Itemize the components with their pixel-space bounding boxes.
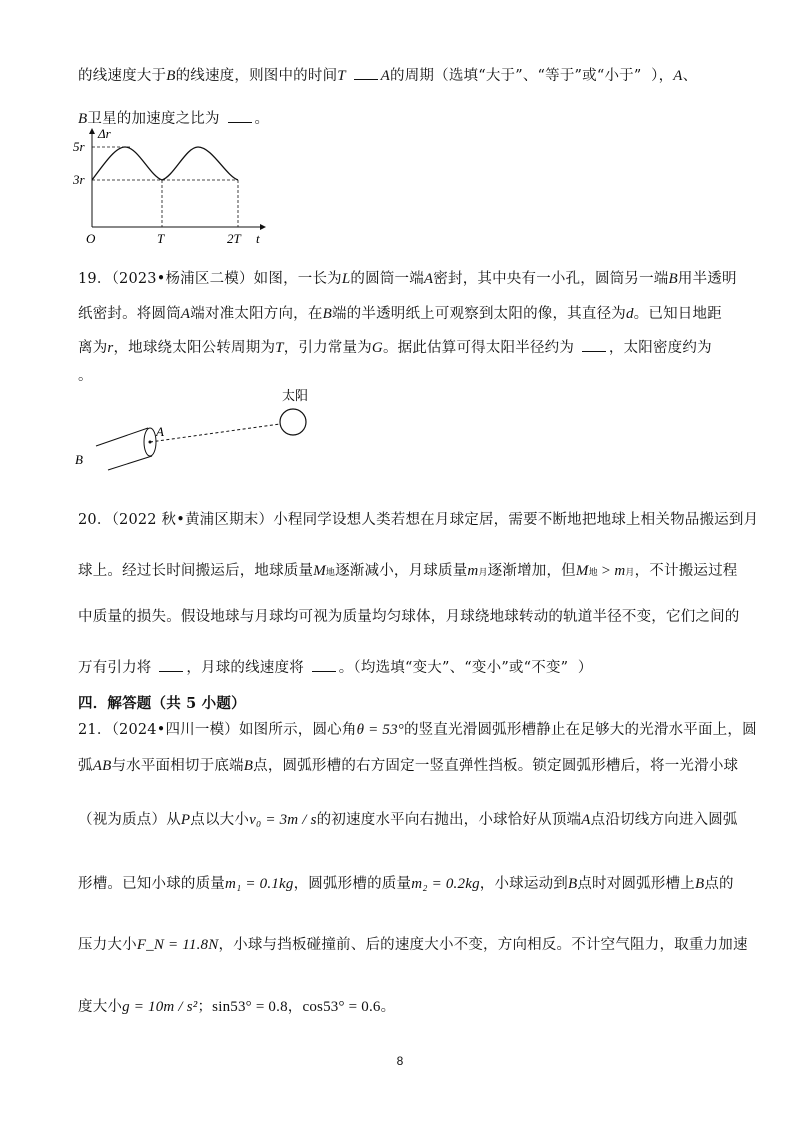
delta-r-curve — [92, 147, 238, 180]
cylinder-bottom-edge — [108, 456, 152, 470]
y-axis-arrow — [89, 128, 95, 134]
q21-line-5: 压力大小F_N = 11.8N，小球与挡板碰撞前、后的速度大小不变，方向相反。不计空气阻力，取重力加速 — [78, 937, 748, 953]
q21-line-6: 度大小g = 10m / s²；sin53° = 0.8，cos53° = 0.6。 — [78, 999, 396, 1015]
q20-line-1: 20．（2022 秋•黄浦区期末）小程同学设想人类若想在月球定居，需要不断地把地球上相关物品搬运到月 — [78, 512, 759, 528]
sunlight-ray — [150, 424, 280, 442]
x-axis-arrow — [260, 224, 266, 230]
answer-blank — [228, 110, 252, 123]
answer-blank — [159, 659, 183, 672]
cylinder-sun-diagram — [70, 384, 350, 476]
tick-5r: 5r — [73, 139, 85, 154]
q18-text-line-2: B卫星的加速度之比为 。 — [78, 111, 270, 127]
answer-blank — [312, 659, 336, 672]
q21-line-2: 弧AB与水平面相切于底端B点，圆弧形槽的右方固定一竖直弹性挡板。锁定圆弧形槽后，将一光滑小球 — [78, 758, 739, 774]
delta-r-chart — [70, 126, 270, 250]
y-axis-label: Δr — [98, 126, 111, 141]
section-heading: 四．解答题（共 5 小题） — [78, 695, 246, 712]
q18-text-line-1: 的线速度大于B的线速度，则图中的时间T A的周期（选填“大于”、“等于”或“小于” ），A、 — [78, 68, 698, 84]
q19-line-1: 19．（2023•杨浦区二模）如图，一长为L的圆筒一端A密封，其中央有一小孔，圆筒另一端B用半透明 — [78, 271, 737, 287]
sun-icon — [280, 409, 306, 435]
q20-line-4: 万有引力将 ，月球的线速度将 。（均选填“变大”、“变小”或“不变” ） — [78, 660, 593, 676]
q21-line-4: 形槽。已知小球的质量m₁ = 0.1kg，圆弧形槽的质量m₂ = 0.2kg，小球运动到B点时对圆弧形槽上B点的 — [78, 876, 734, 892]
q21-line-3: （视为质点）从P点以大小v₀ = 3m / s的初速度水平向右抛出，小球恰好从顶端A点沿切线方向进入圆弧 — [78, 812, 738, 828]
q20-line-3: 中质量的损失。假设地球与月球均可视为质量均匀球体，月球绕地球转动的轨道半径不变，它们之间的 — [78, 609, 740, 625]
q19-line-2: 纸密封。将圆筒A端对准太阳方向，在B端的半透明纸上可观察到太阳的像，其直径为d。已知日地距 — [78, 306, 722, 322]
x-axis-label: t — [256, 231, 260, 246]
q19-line-3: 离为r，地球绕太阳公转周期为T，引力常量为G。据此估算可得太阳半径约为 ，太阳密度约为 — [78, 340, 712, 356]
answer-blank — [582, 339, 606, 352]
cylinder-top-edge — [96, 428, 148, 446]
answer-blank — [354, 67, 378, 80]
tick-2T: 2T — [227, 231, 241, 246]
q21-line-1: 21．（2024•四川一模）如图所示，圆心角θ = 53°的竖直光滑圆弧形槽静止在足够大的光滑水平面上，圆 — [78, 722, 757, 738]
tick-3r: 3r — [73, 172, 85, 187]
q19-line-4: 。 — [78, 368, 93, 384]
origin-label: O — [86, 231, 96, 246]
sun-label: 太阳 — [282, 389, 309, 404]
label-B: B — [75, 452, 83, 467]
tick-T: T — [157, 231, 165, 246]
q20-line-2: 球上。经过长时间搬运后，地球质量M地逐渐减小，月球质量m月逐渐增加，但M地 > m月，不计搬运过程 — [78, 563, 738, 579]
page-number: 8 — [396, 1054, 404, 1068]
label-A: A — [156, 424, 164, 439]
